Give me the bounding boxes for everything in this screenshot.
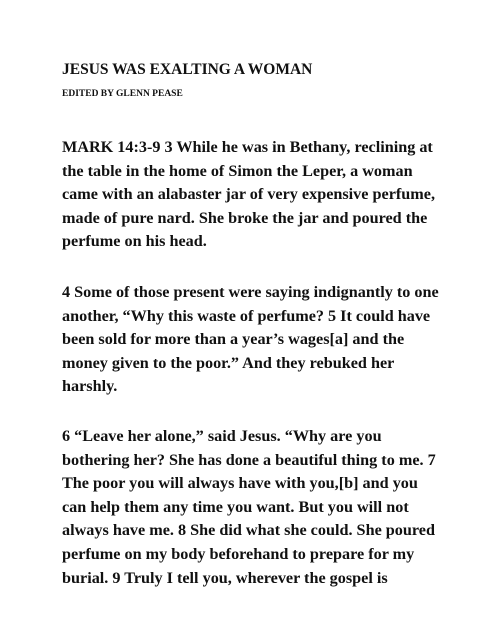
text-line: MARK 14:3-9 3 While he was in Bethany, reclining at [62, 138, 433, 156]
text-line: bothering her? She has done a beautiful thing to me. 7 [62, 450, 436, 469]
text-line: always have me. 8 She did what she could. She poured [62, 521, 435, 540]
text-line: 4 Some of those present were saying indignantly to one [62, 283, 439, 301]
scripture-paragraph-2 [62, 281, 442, 399]
scripture-paragraph-3 [62, 425, 442, 590]
text-line: The poor you will always have with you,[b] and you [62, 474, 418, 493]
document-title: JESUS WAS EXALTING A WOMAN [62, 61, 313, 78]
text-line: burial. 9 Truly I tell you, wherever the gospel is [62, 568, 388, 587]
text-line: 6 “Leave her alone,” said Jesus. “Why are you [62, 427, 382, 445]
text-line: can help them any time you want. But you will not [62, 497, 409, 516]
text-line: made of pure nard. She broke the jar and poured the [62, 208, 428, 227]
text-line: perfume on his head. [62, 232, 207, 251]
scripture-paragraph-1 [62, 136, 442, 254]
text-line: came with an alabaster jar of very expensive perfume, [62, 185, 435, 204]
text-line: perfume on my body beforehand to prepare for my [62, 544, 415, 563]
text-line: money given to the poor.” And they rebuked her [62, 353, 395, 372]
text-line: another, “Why this waste of perfume? 5 It could have [62, 306, 431, 325]
text-line: harshly. [62, 377, 118, 396]
document-subtitle: EDITED BY GLENN PEASE [62, 89, 183, 99]
text-line: been sold for more than a year’s wages[a] and the [62, 330, 405, 349]
text-line: the table in the home of Simon the Leper, a woman [62, 161, 413, 180]
